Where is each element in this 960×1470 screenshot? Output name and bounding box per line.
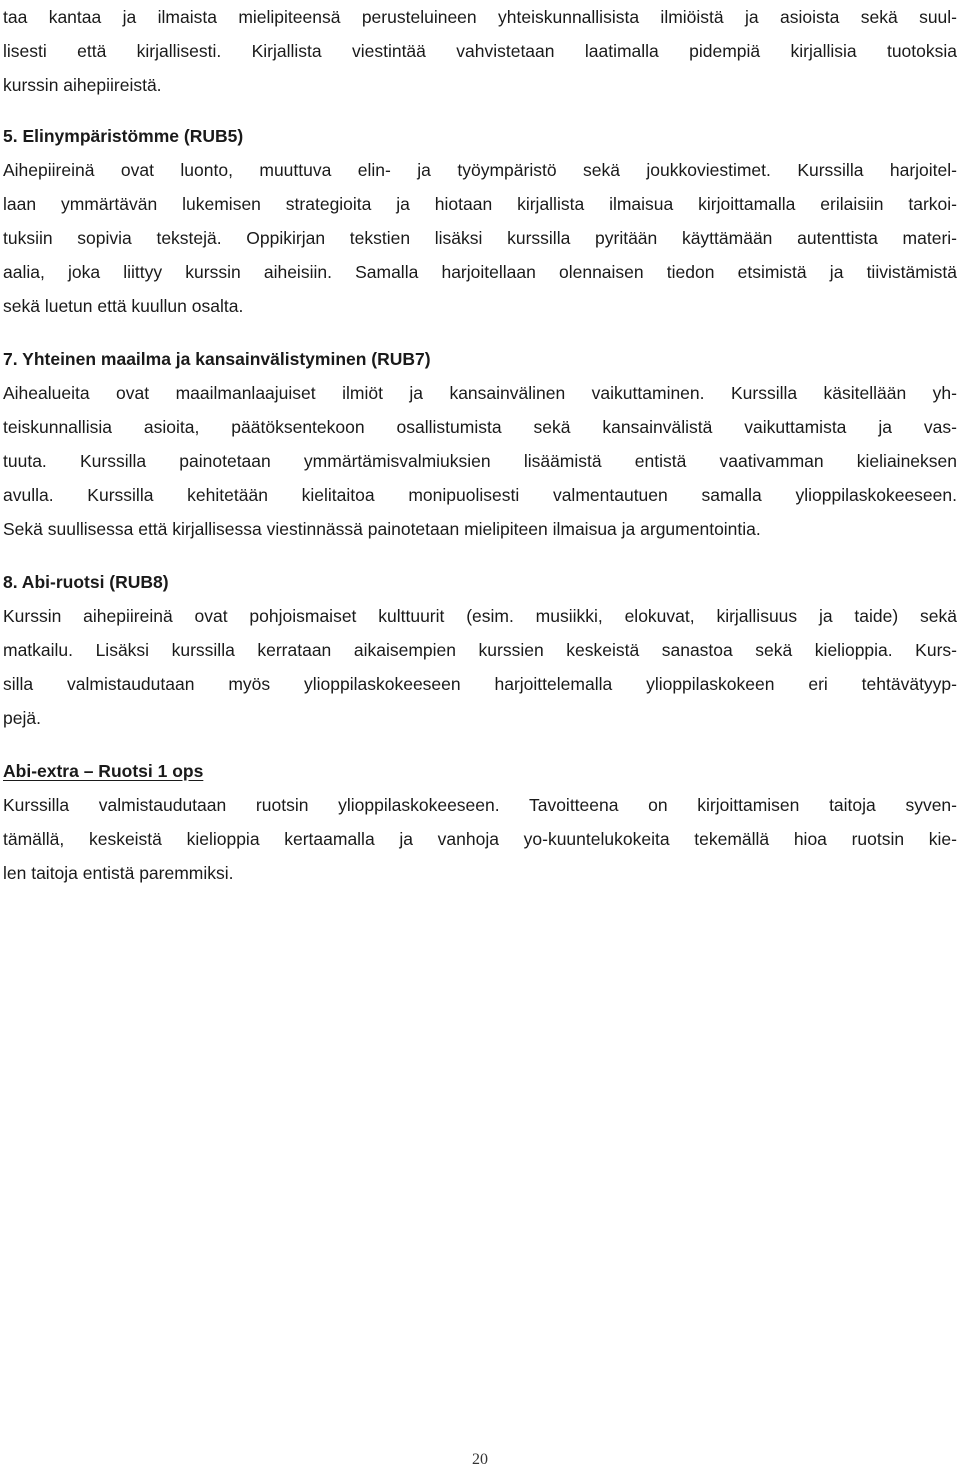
paragraph-line: aalia, joka liittyy kurssin aiheisiin. Samalla harjoitellaan olennaisen tiedon etsimistä ja tiivistämistä xyxy=(3,262,957,282)
section-heading: 8. Abi-ruotsi (RUB8) xyxy=(3,572,169,592)
paragraph-line: len taitoja entistä paremmiksi. xyxy=(3,863,234,883)
paragraph-line: kurssin aihepiireistä. xyxy=(3,75,162,95)
paragraph-line: lisesti että kirjallisesti. Kirjallista viestintää vahvistetaan laatimalla pidempiä kirjallisia tuotoksia xyxy=(3,41,957,61)
section-abi-extra xyxy=(3,754,957,890)
section-heading: 7. Yhteinen maailma ja kansainvälistyminen (RUB7) xyxy=(3,349,431,369)
paragraph-line: tämällä, keskeistä kielioppia kertaamalla ja vanhoja yo-kuuntelukokeita tekemällä hioa ruotsin kie- xyxy=(3,829,957,849)
paragraph-line: Aihepiireinä ovat luonto, muuttuva elin- ja työympäristö sekä joukkoviestimet. Kurssilla harjoitel- xyxy=(3,160,957,180)
paragraph-line: pejä. xyxy=(3,708,41,728)
paragraph-line: matkailu. Lisäksi kurssilla kerrataan aikaisempien kurssien keskeistä sanastoa sekä kielioppia. Kurs- xyxy=(3,640,957,660)
section-heading: Abi-extra – Ruotsi 1 ops xyxy=(3,761,204,781)
paragraph-line: laan ymmärtävän lukemisen strategioita ja hiotaan kirjallista ilmaisua kirjoittamalla erilaisiin tarkoi- xyxy=(3,194,957,214)
intro-paragraph xyxy=(3,0,957,102)
document-page xyxy=(3,0,957,890)
paragraph-line: tuuta. Kurssilla painotetaan ymmärtämisvalmiuksien lisäämistä entistä vaativamman kieliaineksen xyxy=(3,451,957,471)
section-rub7 xyxy=(3,342,957,546)
section-rub8 xyxy=(3,565,957,735)
paragraph-line: sekä luetun että kuullun osalta. xyxy=(3,296,244,316)
paragraph-line: teiskunnallisia asioita, päätöksentekoon osallistumista sekä kansainvälistä vaikuttamista ja vas- xyxy=(3,417,957,437)
paragraph-line: Kurssin aihepiireinä ovat pohjoismaiset kulttuurit (esim. musiikki, elokuvat, kirjallisuus ja taide) sekä xyxy=(3,606,957,626)
section-heading: 5. Elinympäristömme (RUB5) xyxy=(3,126,244,146)
page-number: 20 xyxy=(472,1451,488,1468)
paragraph-line: Kurssilla valmistaudutaan ruotsin ylioppilaskokeeseen. Tavoitteena on kirjoittamisen taitoja syven- xyxy=(3,795,957,815)
paragraph-line: taa kantaa ja ilmaista mielipiteensä perusteluineen yhteiskunnallisista ilmiöistä ja asioista sekä suul- xyxy=(3,7,957,27)
section-rub5 xyxy=(3,119,957,323)
paragraph-line: avulla. Kurssilla kehitetään kielitaitoa monipuolisesti valmentautuen samalla ylioppilaskokeeseen. xyxy=(3,485,957,505)
paragraph-line: Aihealueita ovat maailmanlaajuiset ilmiöt ja kansainvälinen vaikuttaminen. Kurssilla käsitellään yh- xyxy=(3,383,957,403)
paragraph-line: silla valmistaudutaan myös ylioppilaskokeeseen harjoittelemalla ylioppilaskokeen eri tehtävätyyp- xyxy=(3,674,957,694)
paragraph-line: Sekä suullisessa että kirjallisessa viestinnässä painotetaan mielipiteen ilmaisua ja argumentointia. xyxy=(3,519,761,539)
paragraph-line: tuksiin sopivia tekstejä. Oppikirjan tekstien lisäksi kurssilla pyritään käyttämään autenttista materi- xyxy=(3,228,957,248)
